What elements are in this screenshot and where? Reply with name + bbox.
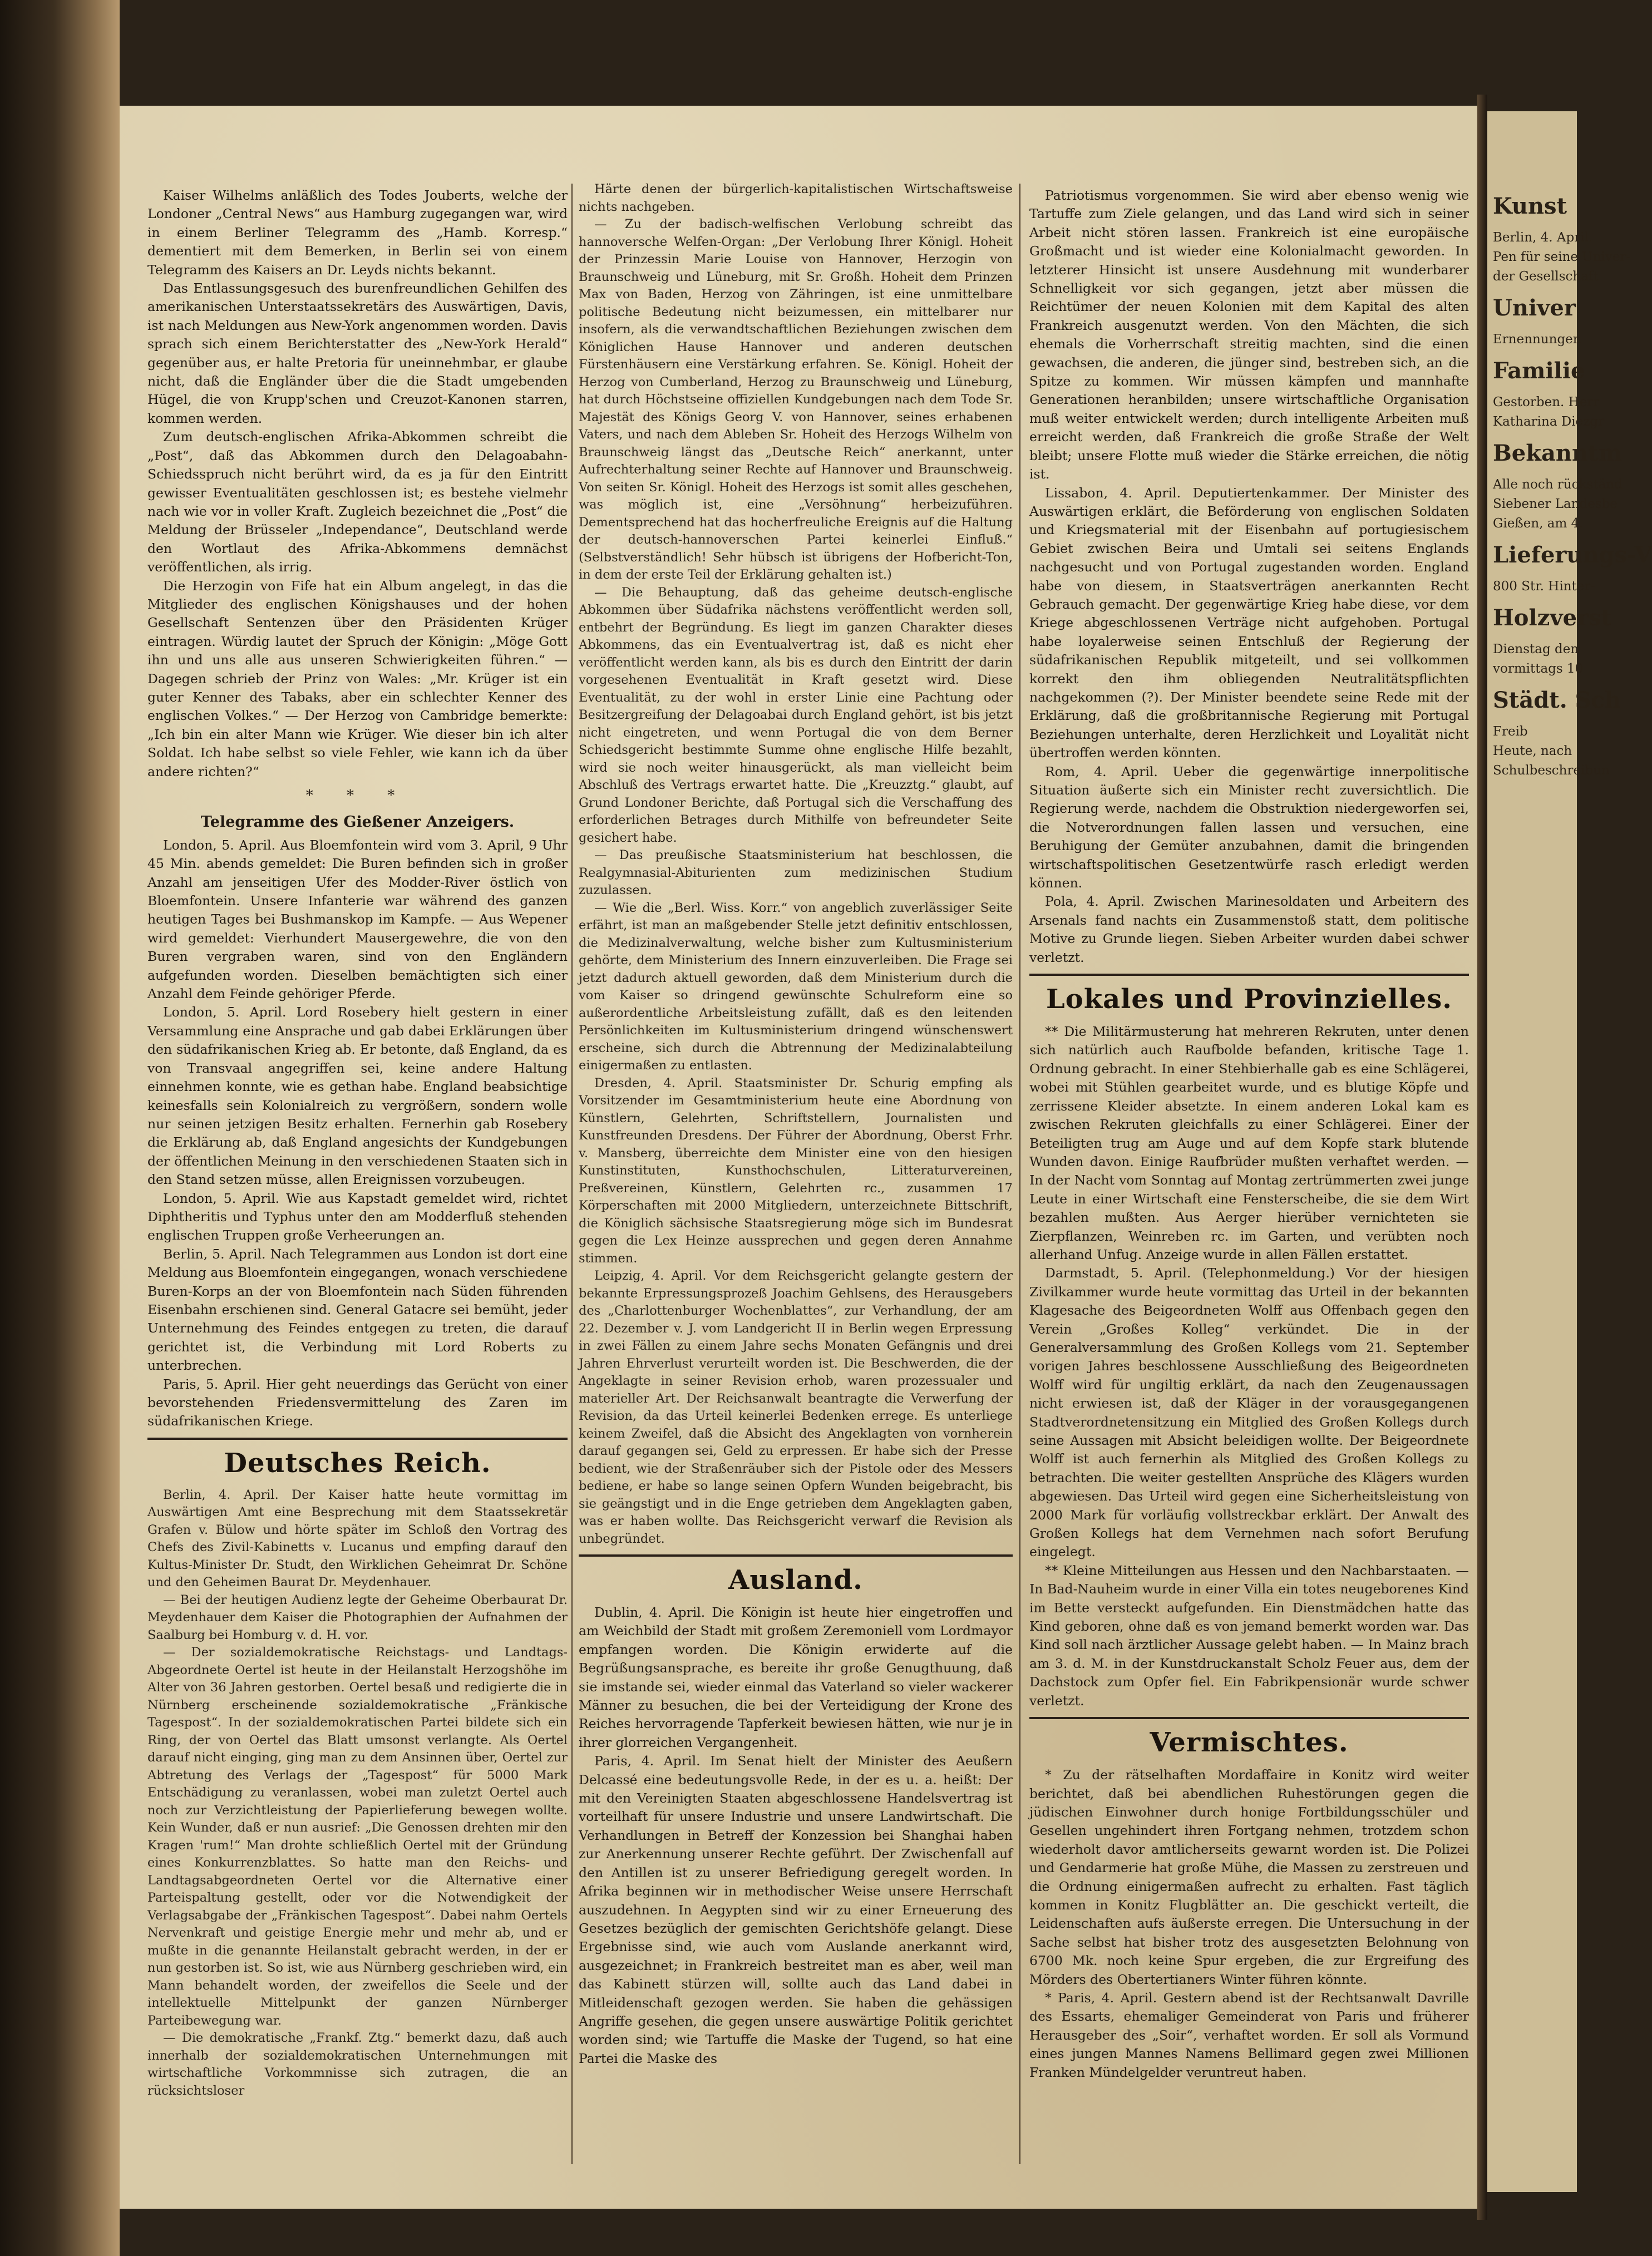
article-paragraph: Zum deutsch-englischen Afrika-Abkommen schreibt die „Post“, daß das Abkommen durch den Delagoabahn-Schiedsspruch nicht berührt wird, da es ja für den Eintritt gewisser Eventualitäten geschlossen ist; es bestehe vielmehr nach wie vor in voller Kraft. Zugleich bezeichnet die „Post“ die Meldung der Brüsseler „Independance“, Deutschland werde den Wortlaut des Afrika-Abkommens demnächst veröffentlichen, als irrig. [147, 429, 568, 575]
adjacent-heading: Holzverst [1493, 605, 1612, 631]
telegram-paragraph: London, 5. April. Lord Rosebery hielt gestern in einer Versammlung eine Ansprache und gab dabei Erklärungen über den südafrikanischen Krieg ab. Er betonte, daß England, da es von Transvaal angegriffen sei, keine andere Haltung einnehmen konnte, wie es gethan habe. England beabsichtige keinesfalls sein Kolonialreich zu vergrößern, sondern wolle nur seinen jetzigen Besitz erhalten. Fernerhin gab Rosebery die Erklärung ab, daß England angesichts der Kundgebungen der öffentlichen Meinung in den verschiedenen Staaten sich in den Stand setzen müsse, allen Ereignissen vorzubeugen. [147, 1004, 568, 1188]
reich-continued-articles [579, 181, 1013, 1548]
ausland-heading: Ausland. [728, 1564, 863, 1596]
article-paragraph: — Bei der heutigen Audienz legte der Geheime Oberbaurat Dr. Meydenhauer dem Kaiser die Photographien der Aufnahmen der Saalburg bei Homburg v. d. H. vor. [147, 1592, 568, 1642]
deutsches-reich-heading: Deutsches Reich. [224, 1447, 491, 1479]
article-paragraph: ** Kleine Mitteilungen aus Hessen und den Nachbarstaaten. — In Bad-Nauheim wurde in einer Villa ein totes neugeborenes Kind im Bette versteckt aufgefunden. Ein Dienstmädchen hatte das Kind geboren, ohne daß es von jemand bemerkt worden war. Das Kind soll nach ärztlicher Aussage gelebt haben. — In Mainz brach am 3. d. M. in der Kunstdruckanstalt Scholz Feuer aus, dem der Dachstock zum Opfer fiel. Ein Fabrikpensionär wurde schwer verletzt. [1029, 1562, 1469, 1709]
article-paragraph: — Das preußische Staatsministerium hat beschlossen, die Realgymnasial-Abiturienten zum medizinischen Studium zuzulassen. [579, 848, 1013, 897]
telegram-paragraph: Berlin, 5. April. Nach Telegrammen aus London ist dort eine Meldung aus Bloemfontein eingegangen, wonach verschiedene Buren-Korps an der von Bloemfontein nach Süden führenden Eisenbahn erschienen sind. General Gatacre sei bemüht, jeder Unternehmung des Feindes entgegen zu treten, die darauf gerichtet ist, die Verbindung mit Lord Roberts zu unterbrechen. [147, 1246, 568, 1374]
article-paragraph: Lissabon, 4. April. Deputiertenkammer. Der Minister des Auswärtigen erklärt, die Beförderung von englischen Soldaten und Kriegsmaterial mit der Eisenbahn auf portugiesischem Gebiet zwischen Beira und Umtali sei seitens Englands nachgesucht und von Portugal zugestanden worden. England habe von diesem, in Staatsverträgen anerkannten Recht Gebrauch gemacht. Der gegenwärtige Krieg habe diese, vor dem Kriege abgeschlossenen Verträge nicht aufgehoben. Portugal habe loyalerweise seinen Entschluß der Regierung der südafrikanischen Republik mitgeteilt, und sei vollkommen korrekt den ihm obliegenden Neutralitätspflichten nachgekommen (?). Der Minister beendete seine Rede mit der Erklärung, daß die großbritannische Regierung mit Portugal Beziehungen unterhalte, deren Herzlichkeit und Loyalität nicht übertroffen werden könnten. [1029, 485, 1469, 761]
article-paragraph: Die Herzogin von Fife hat ein Album angelegt, in das die Mitglieder des englischen Königshauses und der hohen Gesellschaft Sentenzen über den Präsidenten Krüger eintragen. Würdig lautet der Spruch der Königin: „Möge Gott ihn und uns alle aus unseren Schwierigkeiten führen.“ — Dagegen schrieb der Prinz von Wales: „Mr. Krüger ist ein guter Kenner des Tabaks, aber ein schlechter Kenner des englischen Volkes.“ — Der Herzog von Cambridge bemerkte: „Ich bin ein alter Mann wie Krüger. Wie dieser bin ich alter Soldat. Ich habe selbst so viele Fehler, wie kann ich da über andere richten?“ [147, 577, 568, 779]
divider [147, 1438, 568, 1440]
adjacent-line: vormittags 10 [1493, 662, 1584, 676]
column-rule-2 [1019, 184, 1020, 2164]
adjacent-line: Gießen, am 4. [1493, 516, 1584, 531]
adjacent-heading: Familie [1493, 358, 1585, 384]
article-paragraph: * Zu der rätselhaften Mordaffaire in Konitz wird weiter berichtet, daß bei abendlichen Ruhestörungen gegen die jüdischen Einwohner durch honige Fortbildungsschüler und Gesellen ungehindert ihren Fortgang nehmen, trotzdem schon wiederholt davor amtlicherseits gewarnt worden ist. Die Polizei und Gendarmerie hat große Mühe, die Massen zu zerstreuen und die Ordnung einigermaßen aufrecht zu erhalten. Fast täglich kommen in Konitz Flugblätter an. Die geschickt verteilt, die Leidenschaften aufs äußerste erregen. Die Untersuchung in der Sache selbst hat bisher trotz des ausgesetzten Belohnung von 6700 Mk. noch keine Spur ergeben, die zur Ergreifung des Mörders des Obertertianers Winter führen könnte. [1029, 1767, 1469, 1987]
article-paragraph: Dresden, 4. April. Staatsminister Dr. Schurig empfing als Vorsitzender im Gesamtministerium heute eine Abordnung von Künstlern, Gelehrten, Schriftstellern, Journalisten und Kunstfreunden Dresdens. Der Führer der Abordnung, Oberst Frhr. v. Mansberg, überreichte dem Minister eine von den hiesigen Kunstinstituten, Kunsthochschulen, Litteraturvereinen, Preßvereinen, Künstlern, Gelehrten rc., zusammen 17 Körperschaften mit 2000 Mitgliedern, unterzeichnete Bittschrift, die Königlich sächsische Staatsregierung möge sich im Bundesrat gegen die Lex Heinze aussprechen und gegen deren Annahme stimmen. [579, 1075, 1013, 1266]
vermischtes-heading: Vermischtes. [1150, 1727, 1349, 1759]
article-paragraph: Rom, 4. April. Ueber die gegenwärtige innerpolitische Situation äußerte sich ein Minister recht zuversichtlich. Die Regierung werde, nachdem die Obstruktion niedergeworfen sei, die Notverordnungen fallen lassen und versuchen, eine Beruhigung der Gemüter anzubahnen, damit die bringenden wirtschaftspolitischen Gesetzentwürfe rasch erledigt werden können. [1029, 763, 1469, 891]
divider [579, 1554, 1013, 1557]
adjacent-line: Gestorben. Herr [1493, 395, 1600, 409]
telegram-paragraph: London, 5. April. Wie aus Kapstadt gemeldet wird, richtet Diphtheritis und Typhus unter den am Modderfluß stehenden englischen Truppen große Verheerungen an. [147, 1190, 568, 1243]
adjacent-heading: Univer [1493, 295, 1576, 321]
column-1 [147, 186, 568, 2100]
telegram-list [147, 836, 568, 1431]
article-paragraph: — Wie die „Berl. Wiss. Korr.“ von angeblich zuverlässiger Seite erfährt, ist man an maßgebender Stelle jetzt definitiv entschlossen, die Medizinalverwaltung, welche bisher zum Kultusministerium gehörte, dem Ministerium des Innern einzuverleiben. Die Frage sei jetzt dadurch aktuell geworden, daß dem Ministerium durch die vom Kaiser so dringend gewünschte Schulreform eine so außerordentliche Arbeitsleistung zufällt, daß es den leitenden Persönlichkeiten im Kultusministerium dringend wünschenswert erscheine, sich durch die Abtrennung der Medizinalabteilung einigermaßen zu entlasten. [579, 900, 1013, 1073]
article-paragraph: Kaiser Wilhelms anläßlich des Todes Jouberts, welche der Londoner „Central News“ aus Hamburg zugegangen war, wird in einem Berliner Telegramm des „Hamb. Korresp.“ dementiert mit dem Bemerken, in Berlin sei von einem Telegramm des Kaisers an Dr. Leyds nichts bekannt. [147, 187, 568, 278]
article-paragraph: Paris, 4. April. Im Senat hielt der Minister des Aeußern Delcassé eine bedeutungsvolle Rede, in der es u. a. heißt: Der mit den Vereinigten Staaten abgeschlossene Handelsvertrag ist vorteilhaft für unsere Industrie und unsere Landwirtschaft. Die Verhandlungen in Betreff der Konzession bei Shanghai haben zur Anerkennung unserer Rechte geführt. Der Zwischenfall auf den Antillen ist zu unserer Befriedigung geregelt worden. In Afrika beginnen wir in methodischer Weise unsere Herrschaft auszudehnen. In Aegypten sind wir zu einer Erneuerung des Gesetzes bezüglich der gemischten Gerichtshöfe gelangt. Diese Ergebnisse sind, wie auch vom Auslande anerkannt wird, ausgezeichnet; in Frankreich bestreitet man es aber, weil man das Kabinett stürzen will, sollte auch das Land dabei in Mitleidenschaft gezogen werden. Sie haben die gehässigen Angriffe gesehen, die gegen unsere auswärtige Politik gerichtet worden sind; wie Tartuffe die Maske der Tugend, so hat eine Partei die Maske des [579, 1753, 1013, 2066]
article-paragraph: — Zu der badisch-welfischen Verlobung schreibt das hannoversche Welfen-Organ: „Der Verlobung Ihrer Königl. Hoheit der Prinzessin Marie Louise von Hannover, Herzogin von Braunschweig und Lüneburg, mit Sr. Großh. Hoheit dem Prinzen Max von Baden, Herzog von Zähringen, ist eine unmittelbare politische Bedeutung nicht beizumessen, ein mittelbarer nur insofern, als die verwandtschaftlichen Beziehungen zwischen dem Königlichen Hause Hannover und anderen deutschen Fürstenhäusern eine Verstärkung erfahren. Se. Königl. Hoheit der Herzog von Cumberland, Herzog zu Braunschweig und Lüneburg, hat durch Höchstseine offiziellen Kundgebungen nach dem Tode Sr. Majestät des Königs Georg V. von Hannover, seines erhabenen Vaters, und nach dem Ableben Sr. Hoheit des Herzogs Wilhelm von Braunschweig längst das „Deutsche Reich“ anerkannt, unter Aufrechterhaltung seiner Rechte auf Hannover und Braunschweig. Von seiten Sr. Königl. Hoheit des Herzogs ist somit alles geschehen, was möglich ist, eine „Versöhnung“ herbeizuführen. Dementsprechend hat das hocherfreuliche Ereignis auf die Haltung der deutsch-hannoverschen Partei keinerlei Einfluß.“ (Selbstverständlich! Sehr hübsch ist übrigens der Hofbericht-Ton, in dem der erste Teil der Erklärung gehalten ist.) [579, 217, 1013, 582]
article-paragraph: — Die demokratische „Frankf. Ztg.“ bemerkt dazu, daß auch innerhalb der sozialdemokratischen Unternehmungen mit wirtschaftliche Vorkommnisse sich zutragen, die an rücksichtsloser [147, 2031, 568, 2098]
telegram-heading: Telegramme des Gießener Anzeigers. [200, 813, 515, 831]
article-paragraph: Härte denen der bürgerlich-kapitalistischen Wirtschaftsweise nichts nachgeben. [579, 182, 1013, 214]
column-2 [579, 181, 1013, 2068]
adjacent-line: Freib [1493, 724, 1528, 739]
divider [1029, 1717, 1469, 1719]
adjacent-page-column [1493, 184, 1652, 782]
adjacent-line: Alle noch rückständ [1493, 477, 1623, 492]
article-paragraph: Dublin, 4. April. Die Königin ist heute hier eingetroffen und am Weichbild der Stadt mit großem Zeremoniell vom Lordmayor empfangen worden. Die Königin erwiderte auf die Begrüßungsansprache, es bereite ihr große Genugthuung, daß sie imstande sei, wieder einmal das Vaterland so vieler wackerer Männer zu besuchen, die bei der Verteidigung der Krone des Reiches hervorragende Tapferkeit bewiesen hätten, wie nur je in ihrer glorreichen Vergangenheit. [579, 1605, 1013, 1750]
adjacent-heading: Kunst [1493, 193, 1567, 219]
adjacent-line: Siebener Landesbe [1493, 497, 1618, 511]
adjacent-line: Pen für seine Univer- [1493, 250, 1631, 264]
vermischtes-articles [1029, 1766, 1469, 2082]
adjacent-line: Dienstag den [1493, 642, 1579, 656]
page-edge [1477, 95, 1487, 2220]
article-paragraph: Das Entlassungsgesuch des burenfreundlichen Gehilfen des amerikanischen Unterstaatssekretärs des Auswärtigen, Davis, ist nach Meldungen aus New-York angenommen worden. Davis sprach sich einem Berichterstatter des „New-York Herald“ gegenüber aus, er halte Pretoria für uneinnehmbar, er glaube nicht, daß die Engländer über die die Stadt umgebenden Hügel, die von Krupp'schen und Creuzot-Kanonen starren, kommen werden. [147, 280, 568, 426]
column-3 [1029, 186, 1469, 2082]
adjacent-page-fragment [1487, 111, 1652, 2192]
article-paragraph: — Die Behauptung, daß das geheime deutsch-englische Abkommen über Südafrika nächstens veröffentlicht werden soll, entbehrt der Begründung. Es liegt im ganzen Charakter dieses Abkommens, das ein Eventualvertrag ist, daß es nicht eher veröffentlicht werden kann, als bis es durch den Eintritt der darin vorgesehenen Eventualität in Kraft gesetzt wird. Diese Eventualität, zu der wohl in erster Linie eine Pachtung oder Besitzergreifung der Delagoabai durch England gehört, ist bis jetzt nicht eingetreten, und wenn Portugal die von dem Berner Schiedsgericht bestimmte Summe ohne englische Hilfe bezahlt, wird sie noch weiter hinausgerückt, als man vielleicht beim Abschluß des Vertrags erwartet hatte. Die „Kreuzztg.“ glaubt, auf Grund Londoner Berichte, daß Portugal sich die Verschaffung des erforderlichen Betrages durch Mithilfe von befreundeter Seite gesichert habe. [579, 585, 1013, 845]
telegram-paragraph: Paris, 5. April. Hier geht neuerdings das Gerücht von einer bevorstehenden Friedensvermittelung des Zaren im südafrikanischen Kriege. [147, 1376, 568, 1429]
divider [1029, 974, 1469, 976]
adjacent-heading: Städt. Sch [1493, 687, 1621, 713]
adjacent-line: Ernennungen [1493, 332, 1581, 347]
article-paragraph: Leipzig, 4. April. Vor dem Reichsgericht gelangte gestern der bekannte Erpressungsprozeß Joachim Gehlsens, des Herausgebers des „Charlottenburger Wochenblattes“, zur Verhandlung, der am 22. Dezember v. J. vom Landgericht II in Berlin wegen Erpressung in zwei Fällen zu einem Jahre sechs Monaten Gefängnis und drei Jahren Ehrverlust verurteilt worden ist. Die Beschwerden, die der Angeklagte in seiner Revision erhob, waren prozessualer und materieller Art. Der Reichsanwalt beantragte die Verwerfung der Revision, da das Urteil keinerlei Bedenken errege. Es unterliege keinem Zweifel, daß die Absicht des Angeklagten von vornherein darauf gegangen sei, Geld zu erpressen. Er habe sich der Presse bedient, wie der Straßenräuber sich der Pistole oder des Messers bediene, er habe so lange seinen Opfern Wunden beigebracht, bis sie geängstigt und in die Enge getrieben dem Angeklagten gaben, was er haben wollte. Das Reichsgericht verwarf die Revision als unbegründet. [579, 1268, 1013, 1546]
adjacent-line: Heute, nach [1493, 744, 1572, 758]
article-paragraph: * Paris, 4. April. Gestern abend ist der Rechtsanwalt Davrille des Essarts, ehemaliger Gemeinderat von Paris und früherer Herausgeber des „Soir“, verhaftet worden. Er soll als Vormund eines jungen Mannes Namens Bellimard gegen zwei Millionen Franken Mündelgelder veruntreut haben. [1029, 1990, 1469, 2080]
adjacent-line: Katharina Diezgr [1493, 414, 1605, 429]
lokales-articles [1029, 1023, 1469, 1710]
adjacent-heading: Bekanntm [1493, 440, 1622, 466]
article-paragraph: — Der sozialdemokratische Reichstags- und Landtags-Abgeordnete Oertel ist heute in der Heilanstalt Herzogshöhe im Alter von 36 Jahren gestorben. Oertel besaß und redigierte die in Nürnberg erscheinende sozialdemokratische „Fränkische Tagespost“. In der sozialdemokratischen Partei bildete sich ein Ring, der von Oertel das Blatt umsonst verlangte. Als Oertel darauf nicht einging, ging man zu dem Ansinnen über, Oertel zur Abtretung des Verlags der „Tagespost“ für 5000 Mark Entschädigung zu veranlassen, wobei man zuletzt Oertel auch noch zur Verzichtleistung der Papierlieferung bewegen wollte. Kein Wunder, daß er nun ausrief: „Die Genossen drehten mir den Kragen 'rum!“ Man drohte schließlich Oertel mit der Gründung eines Konkurrenzblattes. So hatte man den Reichs- und Landtagsabgeordneten Oertel vor die Alternative einer Parteispaltung gestellt, oder vor die Notwendigkeit der Verlagsabgabe der „Fränkischen Tagespost“. Dabei nahm Oertels Nervenkraft und geistige Energie mehr und mehr ab, und er mußte in die genannte Heilanstalt gebracht werden, in der er nun gestorben ist. So ist, wie aus Nürnberg geschrieben wird, ein Mann behandelt worden, der zweifellos die Seele und der intellektuelle Mittelpunkt der ganzen Nürnberger Parteibewegung war. [147, 1645, 568, 2028]
adjacent-line: Berlin, 4. April. [1493, 230, 1593, 245]
article-paragraph: Berlin, 4. April. Der Kaiser hatte heute vormittag im Auswärtigen Amt eine Besprechung mit dem Staatssekretär Grafen v. Bülow und hörte später im Schloß den Vortrag des Chefs des Zivil-Kabinetts v. Lucanus und empfing darauf den Kultus-Minister Dr. Studt, den Wirklichen Geheimrat Dr. Schöne und den Geheimen Baurat Dr. Meydenhauer. [147, 1487, 568, 1590]
telegram-paragraph: London, 5. April. Aus Bloemfontein wird vom 3. April, 9 Uhr 45 Min. abends gemeldet: Die Buren befinden sich in großer Anzahl am jenseitigen Ufer des Modder-River östlich von Bloemfontein. Unsere Infanterie war während des ganzen heutigen Tages bei Bushmanskop im Kampfe. — Aus Wepener wird gemeldet: Vierhundert Mausergewehre, die von den Buren vergraben waren, sind von den Engländern aufgefunden worden. Dieselben bemächtigten sich einer Anzahl dem Feinde gehöriger Pferde. [147, 837, 568, 1002]
news-block-a [147, 186, 568, 781]
column-rule-1 [571, 184, 573, 2164]
book-spine [0, 0, 120, 2256]
deutsches-reich-articles [147, 1487, 568, 2100]
ausland-continued-articles [1029, 186, 1469, 967]
section-stars: * * * [305, 787, 410, 804]
lokales-heading: Lokales und Provinzielles. [1046, 984, 1452, 1015]
adjacent-heading: Lieferungs-V [1493, 542, 1652, 568]
ausland-articles [579, 1603, 1013, 2068]
adjacent-line: der Gesellschaft [1493, 269, 1599, 284]
article-paragraph: Patriotismus vorgenommen. Sie wird aber ebenso wenig wie Tartuffe zum Ziele gelangen, und das Land wird sich in seiner Arbeit nicht stören lassen. Frankreich ist eine europäische Großmacht und ist wieder eine Kolonialmacht geworden. In letzterer Hinsicht ist unsere Ausdehnung mit wunderbarer Schnelligkeit vor sich gegangen, jetzt aber müssen die Reichtümer der neuen Kolonien mit dem Kapital des alten Frankreich ausgenutzt werden. Von den Mächten, die sich ehemals die Vorherrschaft streitig machten, sind die einen gewachsen, die anderen, die jünger sind, bestreben sich, an die Spitze zu kommen. Wir müssen kämpfen und mannhafte Generationen heranbilden; unsere wirtschaftliche Organisation muß weiter entwickelt werden; durch intelligente Arbeiten muß erreicht werden, daß Frankreich die große Straße der Welt bleibt; unsere Flotte muß wieder die Stärke erreichen, die nötig ist. [1029, 187, 1469, 482]
article-paragraph: ** Die Militärmusterung hat mehreren Rekruten, unter denen sich natürlich auch Raufbolde befanden, kritische Tage 1. Ordnung gebracht. In einer Stehbierhalle gab es eine Schlägerei, wobei mit Stühlen gearbeitet wurde, und es blutige Köpfe und zerrissene Kleider absetzte. In einem anderen Lokal kam es zwischen Rekruten gleichfalls zu einer Schlägerei. Einer der Beteiligten trug am Auge und auf dem Kopfe stark blutende Wunden davon. Einige Raufbrüder mußten verhaftet werden. — In der Nacht vom Sonntag auf Montag zertrümmerten zwei junge Leute in einer Wirtschaft eine Fensterscheibe, die sie dem Wirt bezahlen mußten. Aus Aerger hierüber vernichteten sie Zierpflanzen, Weinreben rc. im Garten, und verübten noch allerhand Unfug. Anzeige wurde in allen Fällen erstattet. [1029, 1024, 1469, 1262]
article-paragraph: Pola, 4. April. Zwischen Marinesoldaten und Arbeitern des Arsenals fand nachts ein Zusammenstoß statt, dem politische Motive zu Grunde liegen. Sieben Arbeiter wurden dabei schwer verletzt. [1029, 893, 1469, 965]
adjacent-line: Schulbeschreibun [1493, 763, 1610, 778]
adjacent-line: 800 Str. Hinter- [1493, 579, 1595, 594]
article-paragraph: Darmstadt, 5. April. (Telephonmeldung.) Vor der hiesigen Zivilkammer wurde heute vormittag das Urteil in der bekannten Klagesache des Beigeordneten Wolff aus Offenbach gegen den Verein „Großes Kolleg“ verkündet. Die in der Generalversammlung des Großen Kollegs vom 21. September vorigen Jahres beschlossene Ausschließung des Beigeordneten Wolff wird für ungiltig erklärt, da nach den Zeugenaussagen nicht erwiesen ist, daß der Kläger in der vorausgegangenen Stadtverordnetensitzung ein Mitglied des Großen Kollegs durch seine Aussagen mit Absicht beleidigen wollte. Der Beigeordnete Wolff ist auch fernerhin als Mitglied des Großen Kollegs zu betrachten. Die weiter gestellten Ansprüche des Klägers wurden abgewiesen. Das Urteil wird gegen eine Sicherheitsleistung von 2000 Mark für vorläufig vollstreckbar erklärt. Der Anwalt des Großen Kollegs hat dem Vernehmen nach sofort Berufung eingelegt. [1029, 1265, 1469, 1560]
